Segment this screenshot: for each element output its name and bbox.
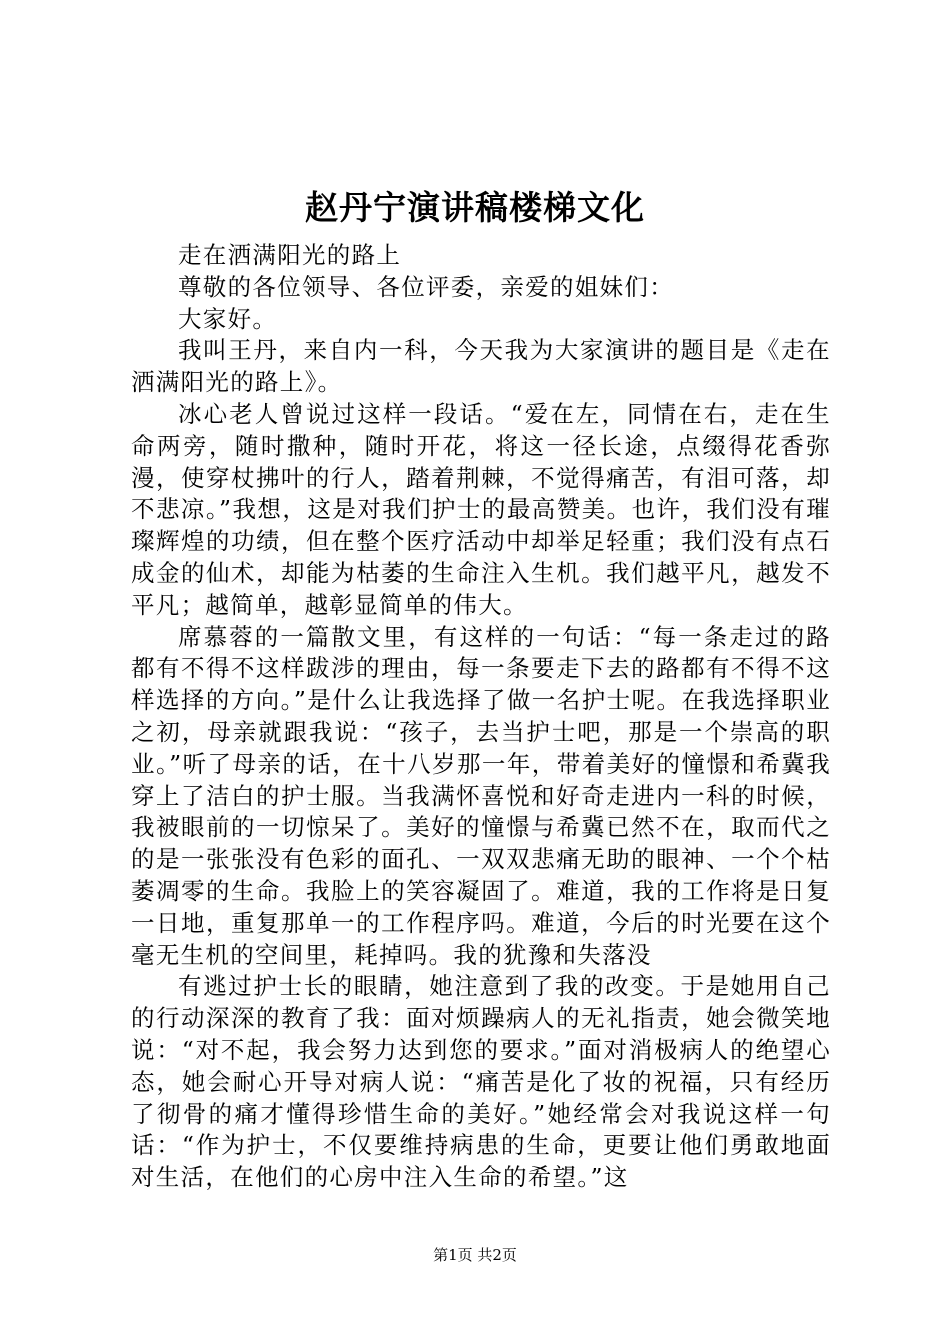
page-footer: 第1页 共2页	[433, 1246, 517, 1264]
body-paragraph: 尊敬的各位领导、各位评委，亲爱的姐妹们：	[178, 272, 674, 301]
body-paragraph: 大家好。	[178, 304, 278, 333]
body-paragraph: 冰心老人曾说过这样一段话。“爱在左，同情在右，走在生命两旁，随时撒种，随时开花，将这一径长途，点缀得花香弥漫，使穿杖拂叶的行人，踏着荆棘，不觉得痛苦，有泪可落，却不悲凉。”我想，这是对我们护士的最高赞美。也许，我们没有璀璨辉煌的功绩，但在整个医疗活动中却举足轻重；我们没有点石成金的仙术，却能为枯萎的生命注入生机。我们越平凡，越发不平凡；越简单，越彰显简单的伟大。	[131, 399, 831, 619]
body-paragraph: 我叫王丹，来自内一科，今天我为大家演讲的题目是《走在洒满阳光的路上》。	[131, 336, 831, 397]
body-paragraph: 席慕蓉的一篇散文里，有这样的一句话：“每一条走过的路都有不得不这样跋涉的理由，每一条要走下去的路都有不得不这样选择的方向。”是什么让我选择了做一名护士呢。在我选择职业之初，母亲就跟我说：“孩子，去当护士吧，那是一个崇高的职业。”听了母亲的话，在十八岁那一年，带着美好的憧憬和希冀我穿上了洁白的护士服。当我满怀喜悦和好奇走进内一科的时候，我被眼前的一切惊呆了。美好的憧憬与希冀已然不在，取而代之的是一张张没有色彩的面孔、一双双悲痛无助的眼神、一个个枯萎凋零的生命。我脸上的笑容凝固了。难道，我的工作将是日复一日地，重复那单一的工作程序吗。难道，今后的时光要在这个毫无生机的空间里，耗掉吗。我的犹豫和失落没	[131, 622, 831, 969]
body-paragraph: 走在洒满阳光的路上	[178, 241, 402, 269]
body-paragraph: 有逃过护士长的眼睛，她注意到了我的改变。于是她用自己的行动深深的教育了我：面对烦躁病人的无礼指责，她会微笑地说：“对不起，我会努力达到您的要求。”面对消极病人的绝望心态，她会耐心开导对病人说：“痛苦是化了妆的祝福，只有经历了彻骨的痛才懂得珍惜生命的美好。”她经常会对我说这样一句话：“作为护士，不仅要维持病患的生命，更要让他们勇敢地面对生活，在他们的心房中注入生命的希望。”这	[131, 972, 831, 1192]
document-title: 赵丹宁演讲稿楼梯文化	[305, 188, 645, 227]
document-body	[131, 240, 831, 1194]
